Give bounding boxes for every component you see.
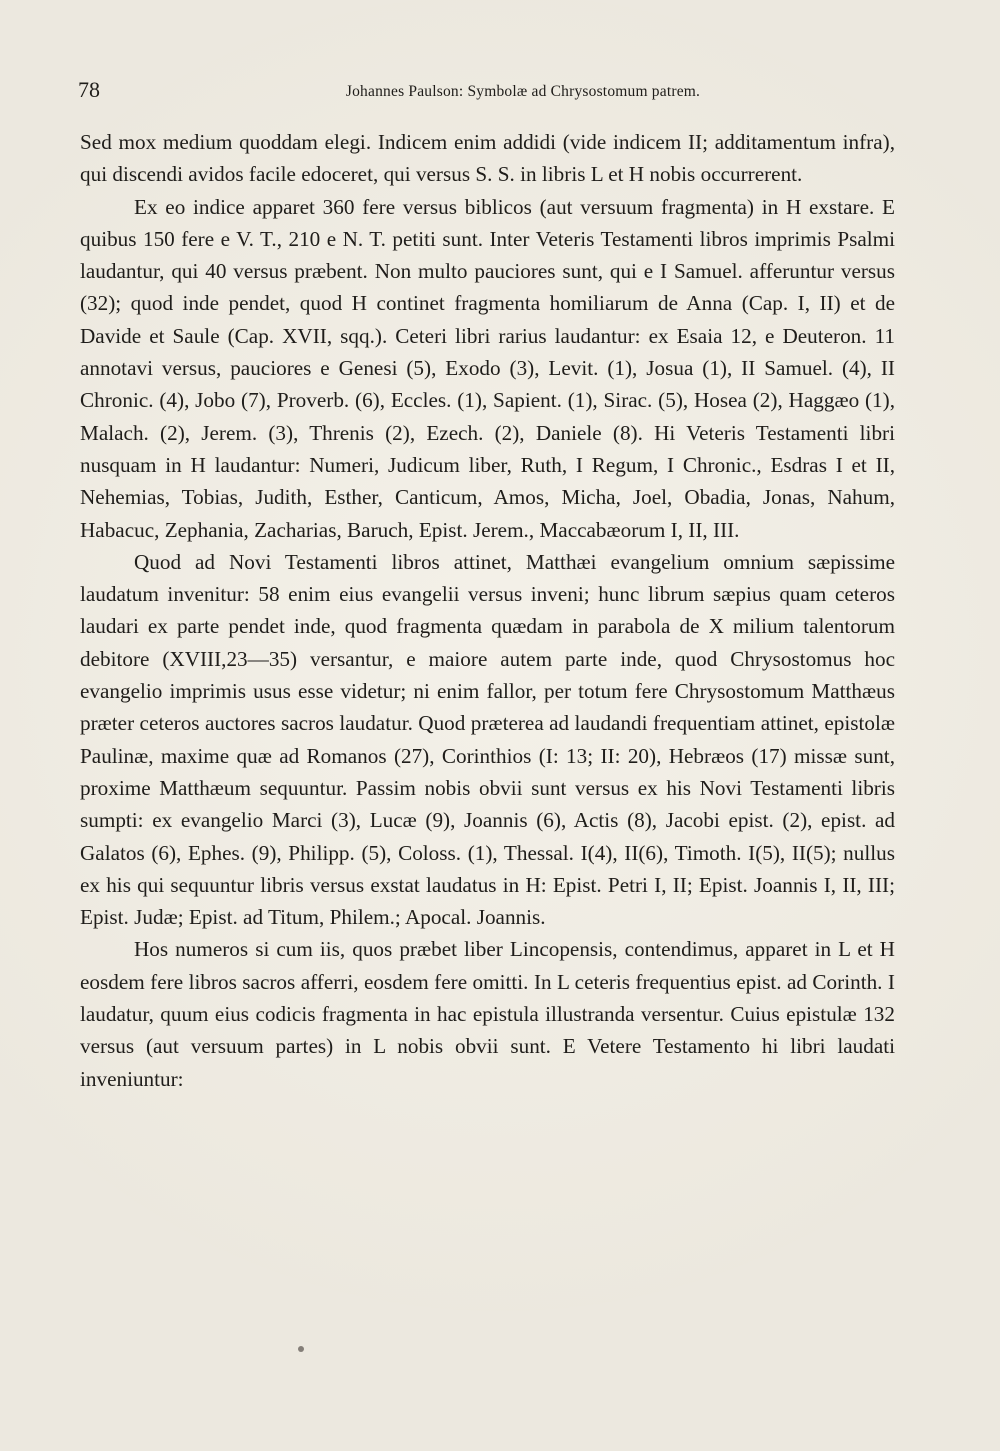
page-number: 78 [78, 77, 100, 102]
paragraph-4: Hos numeros si cum iis, quos præbet liber Lincopensis, contendimus, apparet in L et H eosdem fere libros sacros afferri, eosdem fere omitti. In L ceteris frequentius epist. ad Corinth. I laudatur, quum eius codicis fragmenta in hac epistula illustranda versentur. Cuius epistulæ 132 versus (aut versuum partes) in L nobis obvii sunt. E Vetere Testamento hi libri laudati inveniuntur: [80, 937, 895, 1091]
page-header [78, 78, 922, 110]
paragraph-1: Sed mox medium quoddam elegi. Indicem enim addidi (vide indicem II; additamentum infra), qui discendi avidos facile edoceret, qui versus S. S. in libris L et H nobis occurrerent. [80, 130, 895, 187]
ink-spot [298, 1346, 304, 1352]
paragraph-3: Quod ad Novi Testamenti libros attinet, Matthæi evangelium omnium sæpissime laudatum invenitur: 58 enim eius evangelii versus inveni; hunc librum sæpius quam ceteros laudari ex parte pendet inde, quod fragmenta quædam in parabola de X milium talentorum debitore (XVIII,23—35) versantur, e maiore autem parte inde, quod Chrysostomus hoc evangelio imprimis usus esse videtur; ni enim fallor, per totum fere Chrysostomum Matthæus præter ceteros auctores sacros laudatur. Quod præterea ad laudandi frequentiam attinet, epistolæ Paulinæ, maxime quæ ad Romanos (27), Corinthios (I: 13; II: 20), Hebræos (17) missæ sunt, proxime Matthæum sequuntur. Passim nobis obvii sunt versus ex his Novi Testamenti libris sumpti: ex evangelio Marci (3), Lucæ (9), Joannis (6), Actis (8), Jacobi epist. (2), epist. ad Galatos (6), Ephes. (9), Philipp. (5), Coloss. (1), Thessal. I(4), II(6), Timoth. I(5), II(5); nullus ex his qui sequuntur libris versus exstat laudatus in H: Epist. Petri I, II; Epist. Joannis I, II, III; Epist. Judæ; Epist. ad Titum, Philem.; Apocal. Joannis. [80, 549, 895, 930]
main-text [80, 126, 895, 1127]
running-title: Johannes Paulson: Symbolæ ad Chrysostomum patrem. [345, 83, 701, 100]
paragraph-2: Ex eo indice apparet 360 fere versus biblicos (aut versuum fragmenta) in H exstare. E quibus 150 fere e V. T., 210 e N. T. petiti sunt. Inter Veteris Testamenti libros imprimis Psalmi laudantur, qui 40 versus præbent. Non multo pauciores sunt, qui e I Samuel. afferuntur versus (32); quod inde pendet, quod H continet fragmenta homiliarum de Anna (Cap. I, II) et de Davide et Saule (Cap. XVII, sqq.). Ceteri libri rarius laudantur: ex Esaia 12, e Deuteron. 11 annotavi versus, pauciores e Genesi (5), Exodo (3), Levit. (1), Josua (1), II Samuel. (4), II Chronic. (4), Jobo (7), Proverb. (6), Eccles. (1), Sapient. (1), Sirac. (5), Hosea (2), Haggæo (1), Malach. (2), Jerem. (3), Threnis (2), Ezech. (2), Daniele (8). Hi Veteris Testamenti libri nusquam in H laudantur: Numeri, Judicum liber, Ruth, I Regum, I Chronic., Esdras I et II, Nehemias, Tobias, Judith, Esther, Canticum, Amos, Micha, Joel, Obadia, Jonas, Nahum, Habacuc, Zephania, Zacharias, Baruch, Epist. Jerem., Maccabæorum I, II, III. [80, 194, 895, 542]
